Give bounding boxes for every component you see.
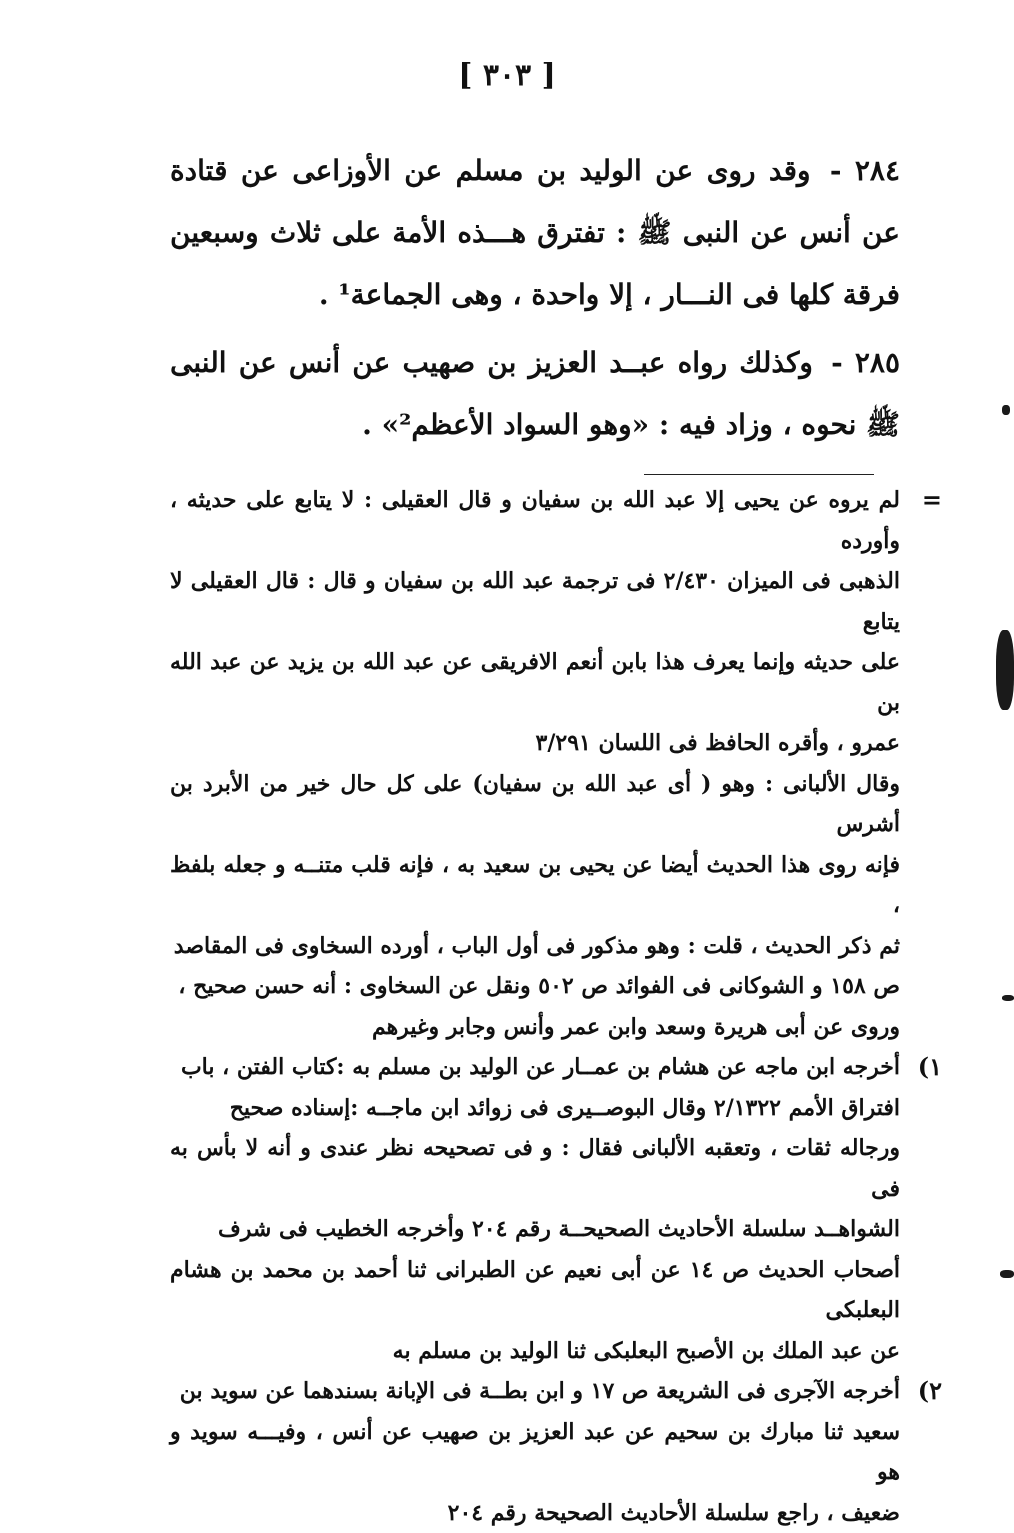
scan-blot [1002, 405, 1010, 415]
hadith-paragraph [170, 140, 900, 326]
footnote-line: سعيد ثنا مبارك بن سحيم عن عبد العزيز بن صهيب عن أنس ، وفيـــه سويد و هو [170, 1412, 900, 1493]
footnote-line: فإنه روى هذا الحديث أيضا عن يحيى بن سعيد به ، فإنه قلب متنــه و جعله بلفظ ، [170, 845, 900, 926]
main-text [170, 140, 900, 462]
footnote-line: على حديثه وإنما يعرف هذا بابن أنعم الافريقى عن عبد الله بن يزيد عن عبد الله بن [170, 642, 900, 723]
footnote-line: ثم ذكر الحديث ، قلت : وهو مذكور فى أول الباب ، أورده السخاوى فى المقاصد [170, 926, 900, 967]
footnote-line: أخرجه ابن ماجه عن هشام بن عمــار عن الوليد بن مسلم به :كتاب الفتن ، باب [170, 1047, 900, 1088]
scan-blot [1002, 995, 1014, 1001]
continuation-mark: = [922, 480, 942, 521]
hadith-number: ٢٨٥ - [831, 346, 900, 379]
footnote-line: الشواهــد سلسلة الأحاديث الصحيحــة رقم ٢٠٤ وأخرجه الخطيب فى شرف [170, 1209, 900, 1250]
footnote-1 [170, 1047, 900, 1371]
footnote-line: لم يروه عن يحيى إلا عبد الله بن سفيان و قال العقيلى : لا يتابع على حديثه ، وأورده [170, 480, 900, 561]
footnote-line: عمرو ، وأقره الحافظ فى اللسان ٣/٢٩١ [170, 723, 900, 764]
footnote-label: ٢) [918, 1371, 942, 1412]
page-number: [ ٣٠٣ ] [0, 58, 1014, 93]
footnote-line: وروى عن أبى هريرة وسعد وابن عمر وأنس وجابر وغيرهم [170, 1007, 900, 1048]
footnote-continuation [170, 480, 900, 1047]
footnote-2 [170, 1371, 900, 1533]
footnotes [170, 480, 900, 1533]
hadith-paragraph [170, 332, 900, 456]
hadith-number: ٢٨٤ - [830, 154, 900, 187]
hadith-text: وقد روى عن الوليد بن مسلم عن الأوزاعى عن قتادة عن أنس عن النبى ﷺ : تفترق هـــذه الأمة على ثلاث وسبعين فرقة كلها فى النـــار ، إلا واحدة ، وهى الجماعة¹ . [170, 154, 900, 311]
footnote-separator [644, 474, 874, 475]
scan-blot [996, 630, 1014, 710]
footnote-line: ص ١٥٨ و الشوكانى فى الفوائد ص ٥٠٢ ونقل عن السخاوى : أنه حسن صحيح ، [170, 966, 900, 1007]
footnote-line: أخرجه الآجرى فى الشريعة ص ١٧ و ابن بطــة فى الإبانة بسندهما عن سويد بن [170, 1371, 900, 1412]
footnote-label: ١) [918, 1047, 942, 1088]
hadith-text: وكذلك رواه عبــد العزيز بن صهيب عن أنس عن النبى ﷺ نحوه ، وزاد فيه : «وهو السواد الأعظم²» . [170, 346, 900, 441]
footnote-line: عن عبد الملك بن الأصبح البعلبكى ثنا الوليد بن مسلم به [170, 1331, 900, 1372]
footnote-line: ورجاله ثقات ، وتعقبه الألبانى فقال : و فى تصحيحه نظر عندى و أنه لا بأس به فى [170, 1128, 900, 1209]
footnote-line: أصحاب الحديث ص ١٤ عن أبى نعيم عن الطبرانى ثنا أحمد بن محمد بن هشام البعلبكى [170, 1250, 900, 1331]
footnote-line: الذهبى فى الميزان ٢/٤٣٠ فى ترجمة عبد الله بن سفيان و قال : قال العقيلى لا يتابع [170, 561, 900, 642]
footnote-line: افتراق الأمم ٢/١٣٢٢ وقال البوصــيرى فى زوائد ابن ماجــه :إسناده صحيح [170, 1088, 900, 1129]
scan-blot [1000, 1270, 1014, 1278]
footnote-line: وقال الألبانى : وهو ( أى عبد الله بن سفيان) على كل حال خير من الأبرد بن أشرس [170, 764, 900, 845]
footnote-line: ضعيف ، راجع سلسلة الأحاديث الصحيحة رقم ٢٠٤ [170, 1493, 900, 1533]
